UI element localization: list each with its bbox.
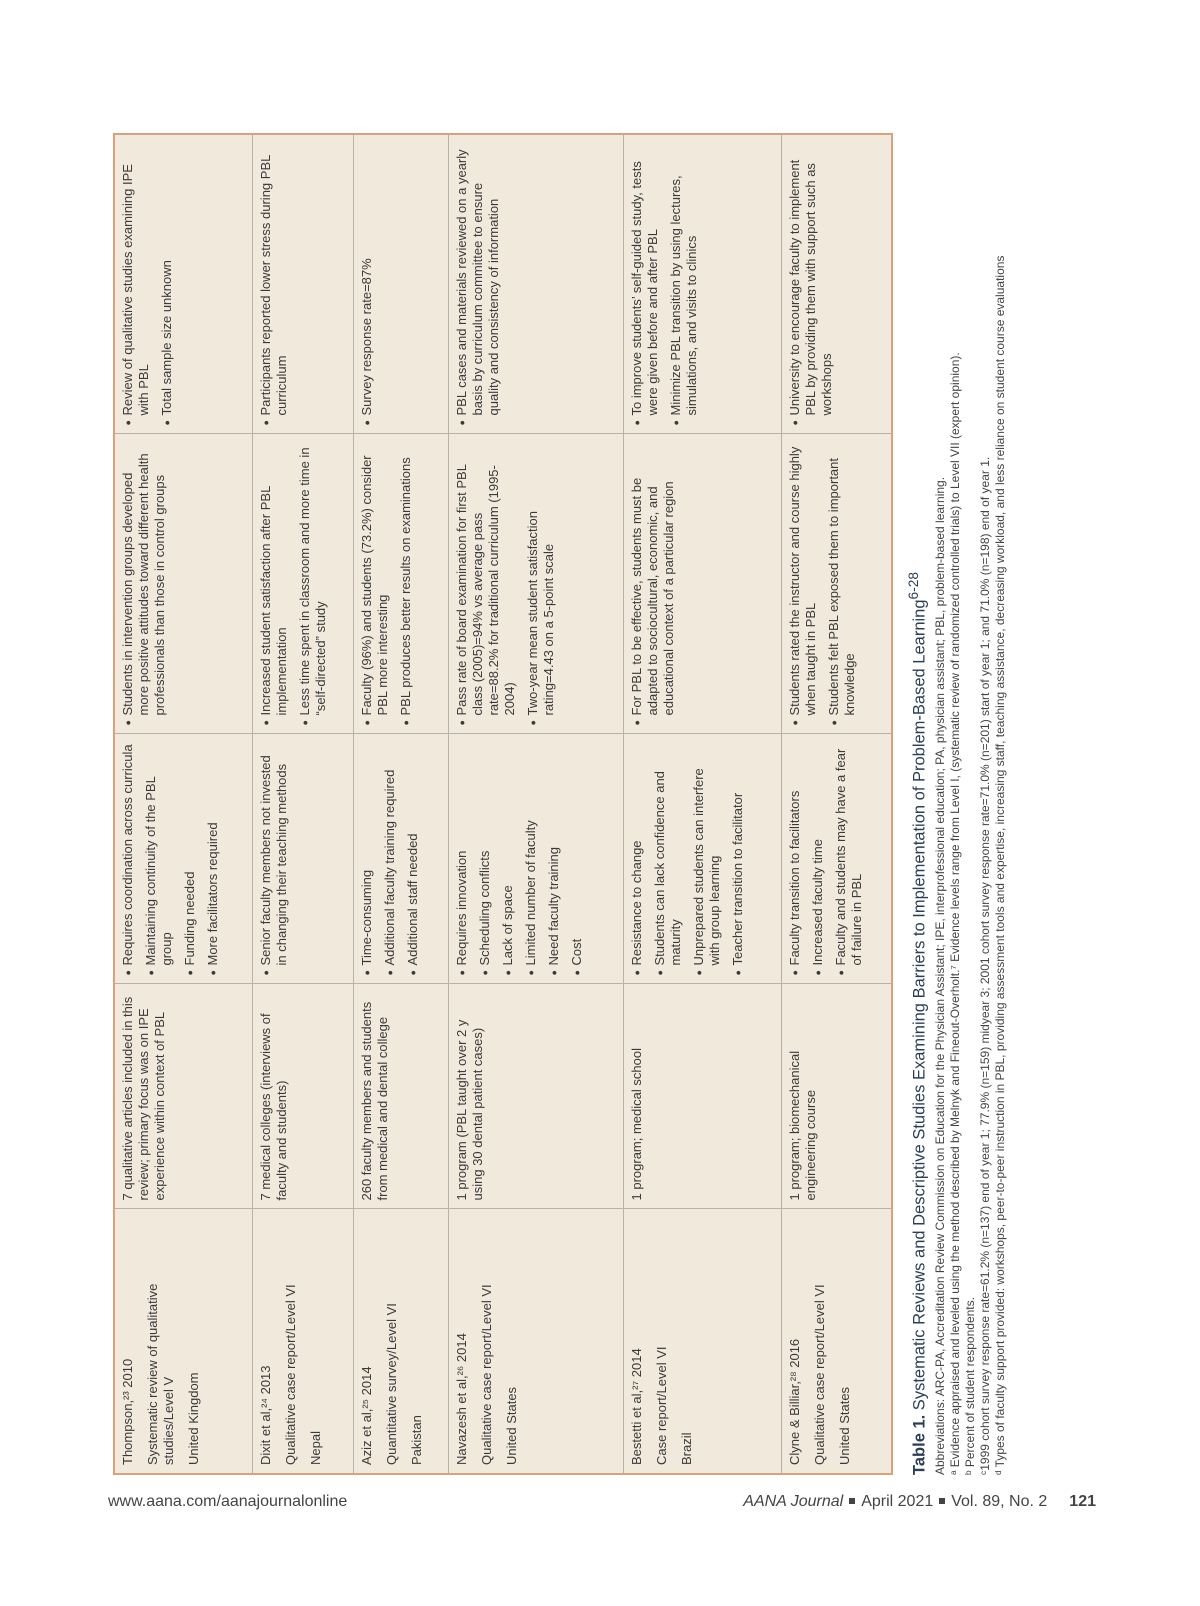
bullet-item: ● Faculty and students may have a fear of failure in PBL — [833, 743, 865, 976]
table-row — [253, 134, 354, 1474]
sample-cell: 7 qualitative articles included in this review; primary focus was on IPE experience within context of PBL — [114, 984, 253, 1209]
results-list — [787, 443, 858, 726]
bullet-item: ● Survey response rate=87% — [359, 143, 375, 426]
bullet-item: ● Requires coordination across curricula — [120, 743, 136, 976]
study-line: Navazesh et al,²⁶ 2014 — [453, 1333, 469, 1465]
barriers-cell — [354, 734, 449, 984]
table-row — [114, 134, 253, 1474]
bullet-item: ● Students felt PBL exposed them to important knowledge — [826, 443, 858, 726]
results-cell — [782, 434, 892, 734]
notes-cell — [354, 134, 449, 434]
study-line: United States — [503, 1386, 519, 1465]
notes-cell — [114, 134, 253, 434]
separator-square-icon — [849, 1498, 855, 1504]
notes-list — [629, 143, 700, 426]
bullet-item: ● Increased student satisfaction after PBL implementation — [258, 443, 290, 726]
bullet-item: ● Students in intervention groups developed more positive attitudes toward different health professionals than those in control groups — [120, 443, 168, 726]
notes-list — [787, 143, 835, 426]
bullet-item: ● Students rated the instructor and course highly when taught in PBL — [787, 443, 819, 726]
results-list — [258, 443, 329, 726]
bullet-item: ● Minimize PBL transition by using lectures, simulations, and visits to clinics — [668, 143, 700, 426]
results-list — [629, 443, 677, 726]
results-cell — [448, 434, 624, 734]
results-cell — [114, 434, 253, 734]
separator-square-icon — [939, 1498, 945, 1504]
bullet-item: ● University to encourage faculty to implement PBL by providing them with support such as workshops — [787, 143, 835, 426]
bullet-item: ● Pass rate of board examination for first PBL class (2005)=94% vs average pass rate=88.2% for traditional curriculum (1995-2004) — [454, 443, 518, 726]
bullet-item: ● Faculty transition to facilitators — [787, 743, 803, 976]
bullet-item: ● Increased faculty time — [810, 743, 826, 976]
bullet-item: ● Time-consuming — [359, 743, 375, 976]
footnote-b: ᵇ Percent of student respondents. — [962, 1297, 977, 1475]
bullet-item: ● Funding needed — [182, 743, 198, 976]
study-cell — [114, 1209, 253, 1474]
bullet-item: ● Lack of space — [500, 743, 516, 976]
bullet-item: ● Cost — [569, 743, 585, 976]
barriers-cell — [624, 734, 782, 984]
bullet-item: ● Resistance to change — [629, 743, 645, 976]
bullet-item: ● Limited number of faculty — [523, 743, 539, 976]
caption-title-text: Systematic Reviews and Descriptive Studies Examining Barriers to Implementation of Problem-Based Learning — [910, 599, 929, 1411]
bullet-item: ● Unprepared students can interfere with group learning — [691, 743, 723, 976]
bullet-item: ● Additional faculty training required — [382, 743, 398, 976]
notes-cell — [782, 134, 892, 434]
bullet-item: ● To improve students’ self-guided study, tests were given before and after PBL — [629, 143, 661, 426]
barriers-list — [258, 743, 290, 976]
barriers-cell — [253, 734, 354, 984]
bullet-item: ● Scheduling conflicts — [477, 743, 493, 976]
footer-journal: AANA Journal — [743, 1493, 844, 1510]
bullet-item: ● Requires innovation — [454, 743, 470, 976]
bullet-item: ● Need faculty training — [546, 743, 562, 976]
study-line: Case report/Level VI — [654, 1346, 670, 1465]
bullet-item: ● More facilitators required — [205, 743, 221, 976]
bullet-item: ● Review of qualitative studies examining IPE with PBL — [120, 143, 152, 426]
study-line: Clyne & Billiar,²⁸ 2016 — [787, 1338, 803, 1465]
barriers-list — [359, 743, 421, 976]
study-line: Systematic review of qualitative studies/Level V — [145, 1283, 176, 1465]
footnote-a: ᵃ Evidence appraised and leveled using the method described by Melnyk and Fineout-Overholt.⁷ Evidence levels range from Level I, (systematic review of randomized controlled trials) to Level VII (expert opinion). — [947, 352, 962, 1475]
study-line: Aziz et al,²⁵ 2014 — [359, 1366, 375, 1465]
footer-date: April 2021 — [861, 1493, 934, 1510]
footer-citation — [743, 1493, 1096, 1511]
bullet-item: ● Students can lack confidence and maturity — [652, 743, 684, 976]
footer-website[interactable]: www.aana.com/aanajournalonline — [108, 1493, 348, 1510]
notes-cell — [253, 134, 354, 434]
study-cell — [354, 1209, 449, 1474]
footer-volume: Vol. 89, No. 2 — [951, 1493, 1048, 1510]
bullet-item: ● Participants reported lower stress during PBL curriculum — [258, 143, 290, 426]
sample-cell: 7 medical colleges (interviews of faculty and students) — [253, 984, 354, 1209]
study-line: Qualitative case report/Level VI — [283, 1284, 299, 1465]
footnote-c: ᶜ1999 cohort survey response rate=61.2% (n=137) end of year 1; 77.9% (n=159) midyear 3; 2001 cohort survey response rate=71.0% (n=201) start of year 1; and 71.0% (n=198) end of year 1. — [977, 456, 992, 1475]
page-number: 121 — [1069, 1493, 1096, 1510]
caption-label: Table 1. — [910, 1414, 929, 1475]
bullet-item: ● Two-year mean student satisfaction rating=4.43 on a 5-point scale — [525, 443, 557, 726]
notes-cell — [448, 134, 624, 434]
footnote-d: ᵈ Types of faculty support provided: workshops, peer-to-peer instruction in PBL, providing assessment tools and expertise, increasing staff, teaching assistance, decreasing workload, and less reliance on student course evaluations — [992, 255, 1007, 1475]
sample-cell: 1 program; biomechanical engineering course — [782, 984, 892, 1209]
sample-cell: 1 program (PBL taught over 2 y using 30 dental patient cases) — [448, 984, 624, 1209]
sample-cell: 260 faculty members and students from medical and dental college — [354, 984, 449, 1209]
rotated-page-content — [96, 135, 1056, 1475]
study-line: United States — [837, 1386, 853, 1465]
table-row — [354, 134, 449, 1474]
caption-title-sup: 6-28 — [906, 571, 921, 600]
study-cell — [448, 1209, 624, 1474]
table-caption — [904, 135, 1008, 1475]
sample-cell: 1 program; medical school — [624, 984, 782, 1209]
bullet-item: ● Less time spent in classroom and more time in “self-directed” study — [297, 443, 329, 726]
barriers-cell — [448, 734, 624, 984]
study-line: Nepal — [308, 1431, 324, 1465]
bullet-item: ● Senior faculty members not invested in changing their teaching methods — [258, 743, 290, 976]
bullet-item: ● Additional staff needed — [405, 743, 421, 976]
study-line: Qualitative case report/Level VI — [478, 1284, 494, 1465]
study-line: Dixit et al,²⁴ 2013 — [258, 1365, 274, 1465]
barriers-list — [120, 743, 221, 976]
bullet-item: ● Teacher transition to facilitator — [730, 743, 746, 976]
table-row — [448, 134, 624, 1474]
bullet-item: ● Total sample size unknown — [159, 143, 175, 426]
study-line: Bestetti et al,²⁷ 2014 — [629, 1348, 645, 1465]
table-row — [782, 134, 892, 1474]
notes-list — [359, 143, 375, 426]
results-cell — [354, 434, 449, 734]
caption-title — [904, 135, 930, 1475]
study-cell — [782, 1209, 892, 1474]
bullet-item: ● Faculty (96%) and students (73.2%) consider PBL more interesting — [359, 443, 391, 726]
study-cell — [253, 1209, 354, 1474]
caption-abbreviations: Abbreviations: ARC-PA, Accreditation Review Commission on Education for the Physician Assistant; IPE, interprofessional education; PA, physician assistant; PBL, problem-based learning. — [932, 476, 947, 1475]
table-row — [624, 134, 782, 1474]
barriers-cell — [782, 734, 892, 984]
study-line: Quantitative survey/Level VI — [384, 1303, 400, 1465]
study-line: United Kingdom — [186, 1372, 201, 1465]
barriers-cell — [114, 734, 253, 984]
study-line: Pakistan — [409, 1415, 425, 1465]
barriers-list — [787, 743, 865, 976]
results-list — [359, 443, 414, 726]
study-cell — [624, 1209, 782, 1474]
results-cell — [624, 434, 782, 734]
study-line: Qualitative case report/Level VI — [812, 1284, 828, 1465]
study-line: Brazil — [679, 1432, 695, 1465]
barriers-list — [629, 743, 746, 976]
bullet-item: ● PBL produces better results on examinations — [398, 443, 414, 726]
notes-cell — [624, 134, 782, 434]
bullet-item: ● For PBL to be effective, students must be adapted to sociocultural, economic, and educational context of a particular region — [629, 443, 677, 726]
notes-list — [454, 143, 502, 426]
notes-list — [120, 143, 175, 426]
results-list — [454, 443, 557, 726]
studies-table — [113, 133, 893, 1475]
study-line: Thompson,²³ 2010 — [120, 1358, 135, 1465]
results-cell — [253, 434, 354, 734]
bullet-item: ● Maintaining continuity of the PBL group — [143, 743, 175, 976]
bullet-item: ● PBL cases and materials reviewed on a yearly basis by curriculum committee to ensure quality and consistency of information — [454, 143, 502, 426]
barriers-list — [454, 743, 585, 976]
notes-list — [258, 143, 290, 426]
results-list — [120, 443, 168, 726]
